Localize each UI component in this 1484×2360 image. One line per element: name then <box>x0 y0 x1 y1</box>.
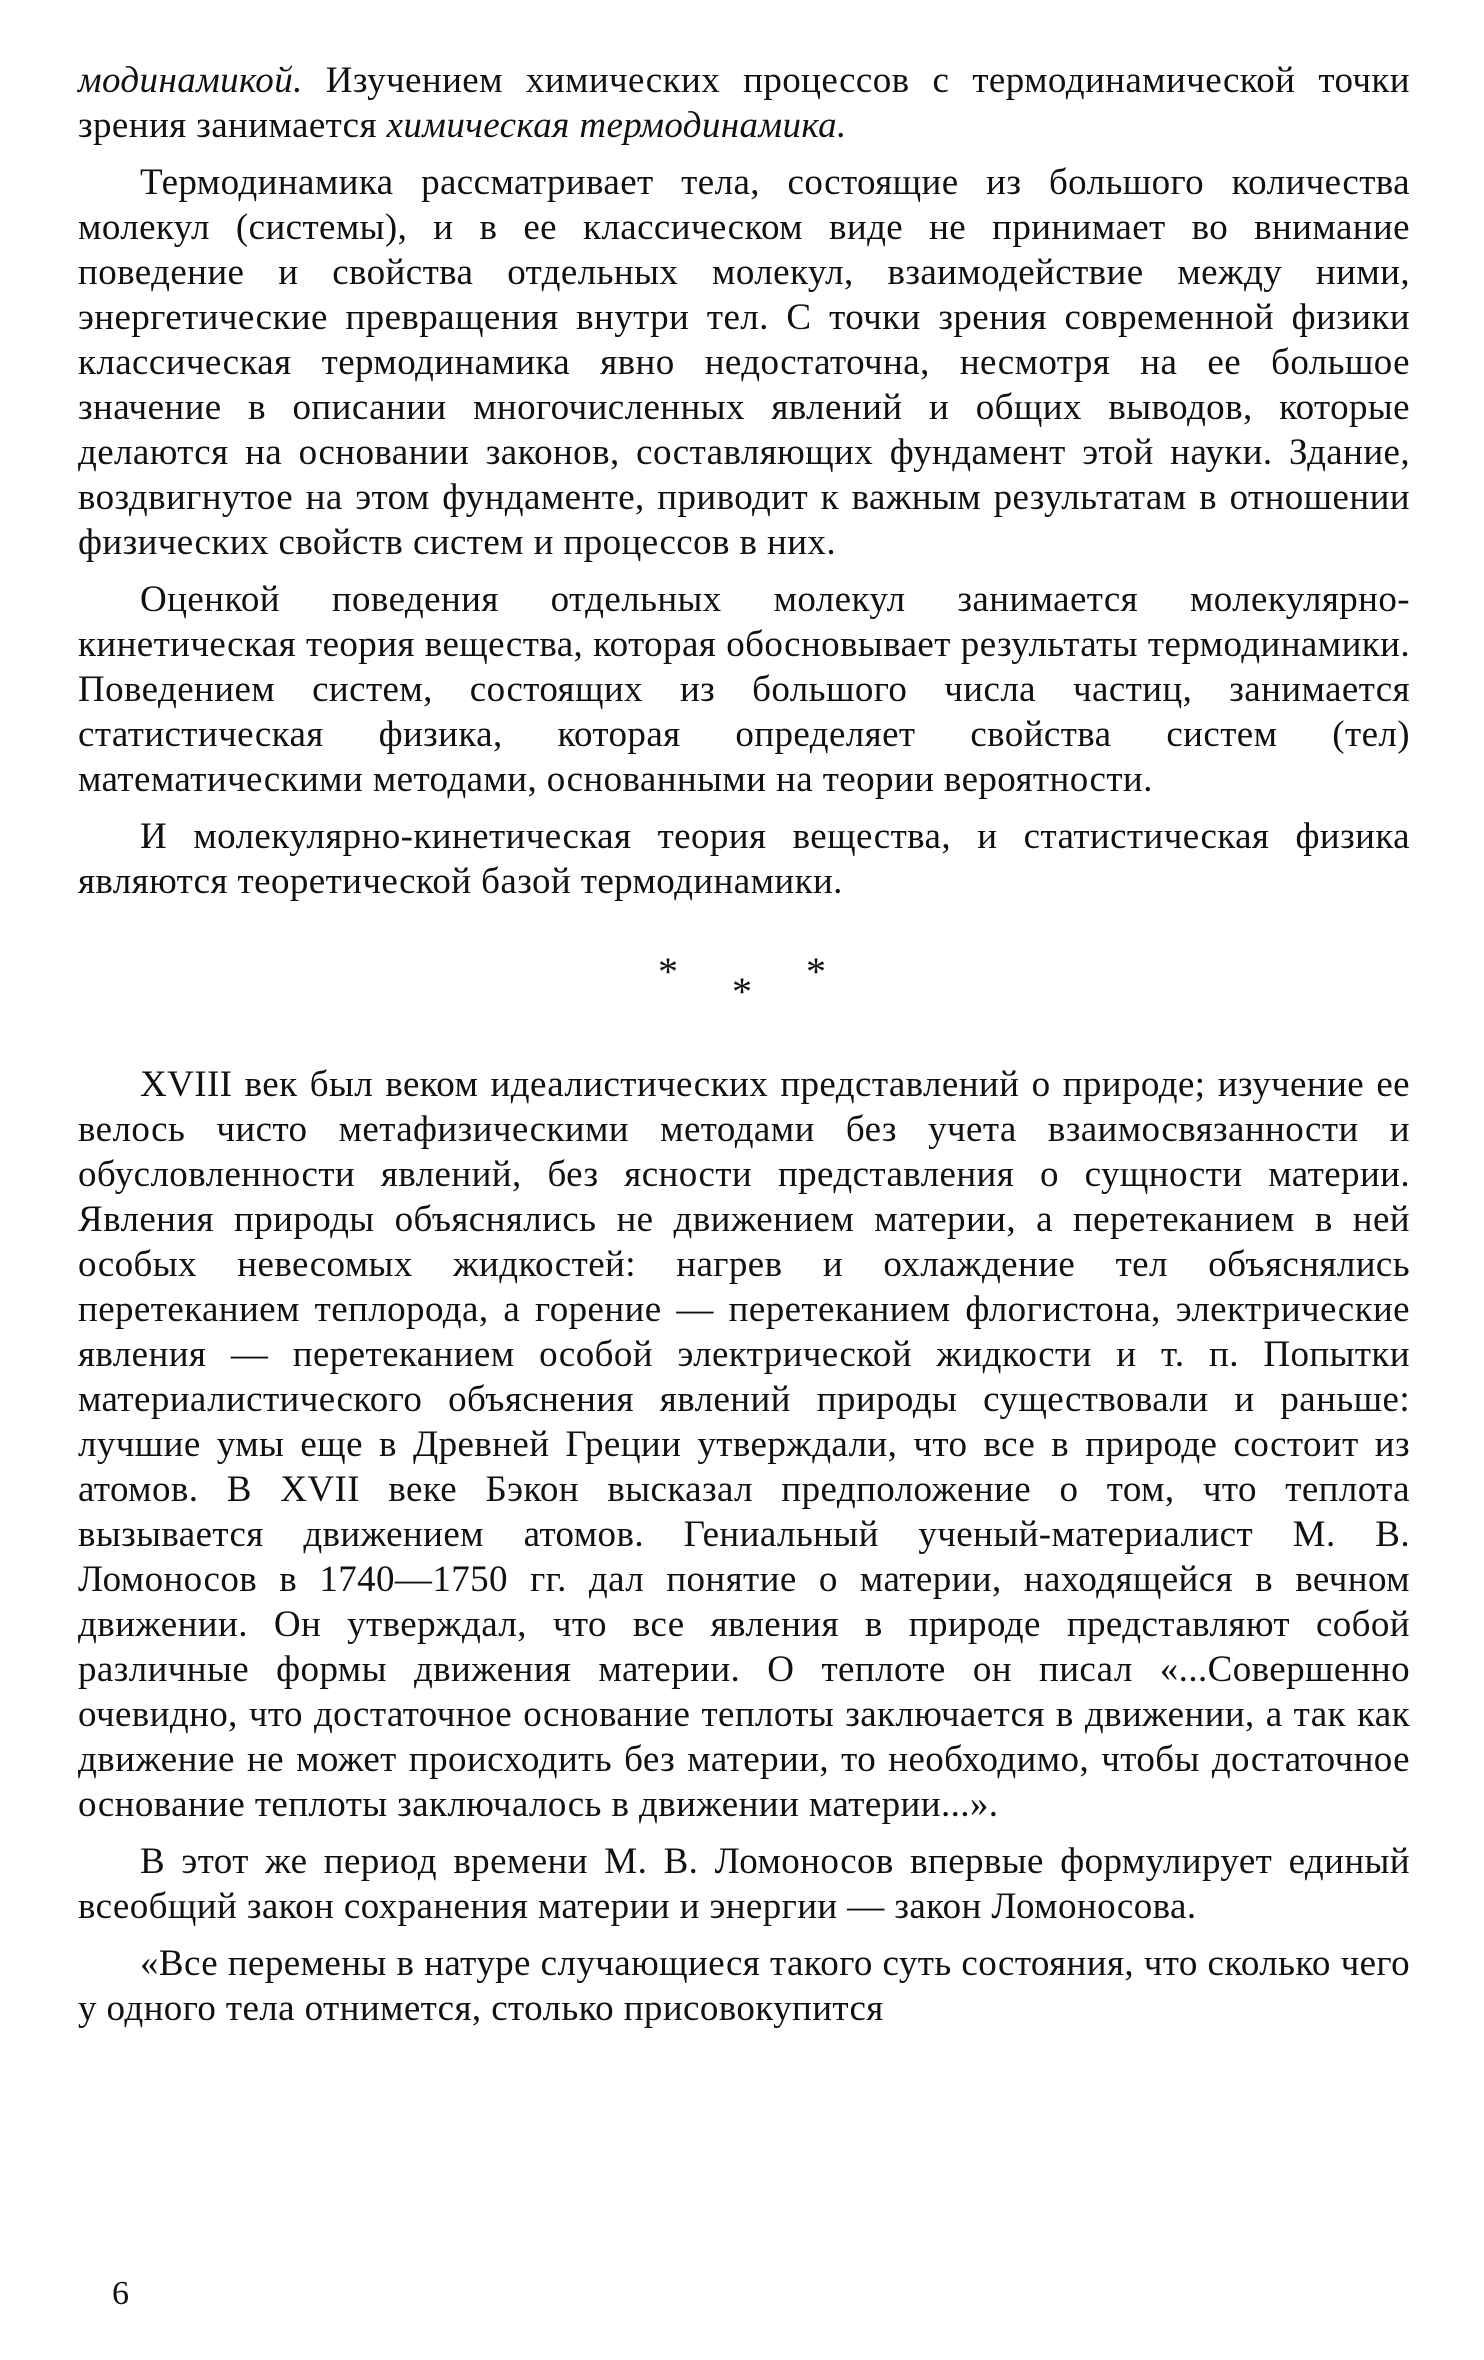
asterisk: * <box>658 949 678 994</box>
paragraph-thermodynamics: Термодинамика рассматривает тела, состоящие из большого количества молекул (системы), и в ее классическом виде не принимает во внимание поведение и свойства отдельных молекул, взаимодействие между ними, энергетические превращения внутри тел. С точки зрения современной физики классическая термодинамика явно недостаточна, несмотря на ее большое значение в описании многочисленных явлений и общих выводов, которые делаются на основании законов, составляющих фундамент этой науки. Здание, воздвигнутое на этом фундаменте, приводит к важным результатам в отношении физических свойств систем и процессов в них. <box>78 162 1410 563</box>
asterisk: * <box>806 949 826 994</box>
section-separator <box>78 942 1410 1062</box>
page-content <box>78 58 1410 2318</box>
paragraph-intro <box>78 58 1410 148</box>
paragraph-intro-text: Изучением химических процессов с термодинамической точки зрения занимается <box>78 60 1410 146</box>
italic-term-thermodynamics: модинамикой. <box>78 60 303 101</box>
paragraph-lomonosov-law: В этот же период времени М. В. Ломоносов впервые формулирует единый всеобщий закон сохранения материи и энергии — закон Ломоносова. <box>78 1841 1410 1927</box>
paragraph-molecular-theory: Оценкой поведения отдельных молекул занимается молекулярно-кинетическая теория вещества, которая обосновывает результаты термодинамики. Поведением систем, состоящих из большого числа частиц, занимается статистическая физика, которая определяет свойства систем (тел) математическими методами, основанными на теории вероятности. <box>78 579 1410 800</box>
asterisk: * <box>732 969 752 1014</box>
paragraph-quote: «Все перемены в натуре случающиеся такого суть состояния, что сколько чего у одного тела отнимется, столько присовокупится <box>78 1943 1410 2029</box>
paragraph-eighteenth-century: XVIII век был веком идеалистических представлений о природе; изучение ее велось чисто метафизическими методами без учета взаимосвязанности и обусловленности явлений, без ясности представления о сущности материи. Явления природы объяснялись не движением материи, а перетеканием в ней особых невесомых жидкостей: нагрев и охлаждение тел объяснялись перетеканием теплорода, а горение — перетеканием флогистона, электрические явления — перетеканием особой электрической жидкости и т. п. Попытки материалистического объяснения явлений природы существовали и раньше: лучшие умы еще в Древней Греции утверждали, что все в природе состоит из атомов. В XVII веке Бэкон высказал предположение о том, что теплота вызывается движением атомов. Гениальный ученый-материалист М. В. Ломоносов в 1740—1750 гг. дал понятие о материи, находящейся в вечном движении. Он утверждал, что все явления в природе представляют собой различные формы движения материи. О теплоте он писал «...Совершенно очевидно, что достаточное основание теплоты заключается в движении, а так как движение не может происходить без материи, то необходимо, чтобы достаточное основание теплоты заключалось в движении материи...». <box>78 1064 1410 1825</box>
italic-term-chemical-thermodynamics: химическая термодинамика. <box>386 105 847 146</box>
page-number: 6 <box>112 2275 129 2312</box>
paragraph-theoretical-base: И молекулярно-кинетическая теория вещества, и статистическая физика являются теоретической базой термодинамики. <box>78 816 1410 902</box>
